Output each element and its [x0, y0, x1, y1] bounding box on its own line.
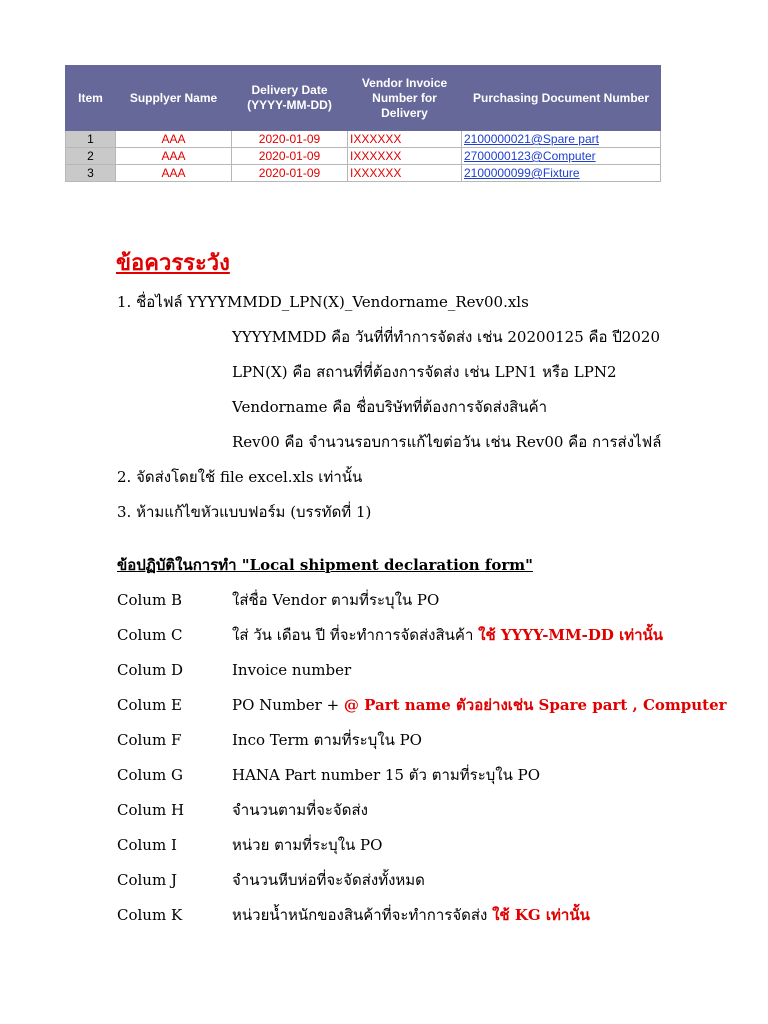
caution-sub-vendor: Vendorname คือ ชื่อบริษัทที่ต้องการจัดส่งสินค้า — [232, 398, 548, 416]
cell-supplier[interactable]: AAA — [116, 148, 232, 165]
header-supplier-name: Supplyer Name — [116, 66, 232, 131]
column-description: ใส่ วัน เดือน ปี ที่จะทำการจัดส่งสินค้า ใช้ YYYY-MM-DD เท่านั้น — [232, 626, 664, 644]
cell-supplier[interactable]: AAA — [116, 165, 232, 182]
column-description: ใส่ชื่อ Vendor ตามที่ระบุใน PO — [232, 591, 440, 609]
caution-sub-location: LPN(X) คือ สถานที่ที่ต้องการจัดส่ง เช่น LPN1 หรือ LPN2 — [232, 363, 617, 381]
column-description: หน่วยน้ำหนักของสินค้าที่จะทำการจัดส่ง ใช้ KG เท่านั้น — [232, 906, 590, 924]
shipment-table-region — [65, 65, 660, 182]
po-link[interactable]: 2100000099@Fixture — [464, 166, 580, 180]
shipment-table — [65, 65, 661, 182]
cell-item[interactable]: 1 — [66, 131, 116, 148]
table-row — [66, 148, 661, 165]
cell-item[interactable]: 3 — [66, 165, 116, 182]
column-label: Colum E — [117, 696, 182, 714]
column-label: Colum I — [117, 836, 177, 854]
column-description: PO Number + @ Part name ตัวอย่างเช่น Spare part , Computer — [232, 696, 727, 714]
cell-po[interactable] — [462, 131, 661, 148]
caution-sub-date: YYYYMMDD คือ วันที่ที่ทำการจัดส่ง เช่น 20200125 คือ ปี2020 — [232, 328, 661, 346]
column-label: Colum J — [117, 871, 177, 889]
cell-invoice[interactable]: IXXXXXX — [348, 165, 462, 182]
cell-date[interactable]: 2020-01-09 — [232, 131, 348, 148]
cell-date[interactable]: 2020-01-09 — [232, 148, 348, 165]
header-item: Item — [66, 66, 116, 131]
cell-item[interactable]: 2 — [66, 148, 116, 165]
column-label: Colum F — [117, 731, 182, 749]
column-label: Colum H — [117, 801, 185, 819]
column-description: HANA Part number 15 ตัว ตามที่ระบุใน PO — [232, 766, 541, 784]
column-description: จำนวนหีบห่อที่จะจัดส่งทั้งหมด — [232, 871, 425, 889]
po-link[interactable]: 2700000123@Computer — [464, 149, 596, 163]
column-description: Invoice number — [232, 661, 352, 679]
column-label: Colum G — [117, 766, 183, 784]
cell-po[interactable] — [462, 148, 661, 165]
column-label: Colum C — [117, 626, 183, 644]
rules-title: ข้อปฏิบัติในการทำ "Local shipment declaration form" — [117, 556, 533, 574]
column-label: Colum D — [117, 661, 183, 679]
header-purchasing-document: Purchasing Document Number — [462, 66, 661, 131]
cell-po[interactable] — [462, 165, 661, 182]
caution-title: ข้อควรระวัง — [116, 250, 230, 276]
column-description: จำนวนตามที่จะจัดส่ง — [232, 801, 368, 819]
caution-item-1: 1. ชื่อไฟล์ YYYYMMDD_LPN(X)_Vendorname_Rev00.xls — [117, 293, 529, 311]
table-header-row — [66, 66, 661, 131]
table-row — [66, 131, 661, 148]
cell-invoice[interactable]: IXXXXXX — [348, 148, 462, 165]
cell-supplier[interactable]: AAA — [116, 131, 232, 148]
column-description: Inco Term ตามที่ระบุใน PO — [232, 731, 422, 749]
cell-invoice[interactable]: IXXXXXX — [348, 131, 462, 148]
caution-sub-revision: Rev00 คือ จำนวนรอบการแก้ไขต่อวัน เช่น Rev00 คือ การส่งไฟล์ — [232, 433, 662, 451]
header-delivery-date: Delivery Date (YYYY-MM-DD) — [232, 66, 348, 131]
column-label: Colum K — [117, 906, 183, 924]
table-row — [66, 165, 661, 182]
caution-item-2: 2. จัดส่งโดยใช้ file excel.xls เท่านั้น — [117, 468, 363, 486]
column-description: หน่วย ตามที่ระบุใน PO — [232, 836, 383, 854]
column-label: Colum B — [117, 591, 182, 609]
caution-item-3: 3. ห้ามแก้ไขหัวแบบฟอร์ม (บรรทัดที่ 1) — [117, 503, 372, 521]
header-vendor-invoice: Vendor Invoice Number for Delivery — [348, 66, 462, 131]
cell-date[interactable]: 2020-01-09 — [232, 165, 348, 182]
po-link[interactable]: 2100000021@Spare part — [464, 132, 599, 146]
